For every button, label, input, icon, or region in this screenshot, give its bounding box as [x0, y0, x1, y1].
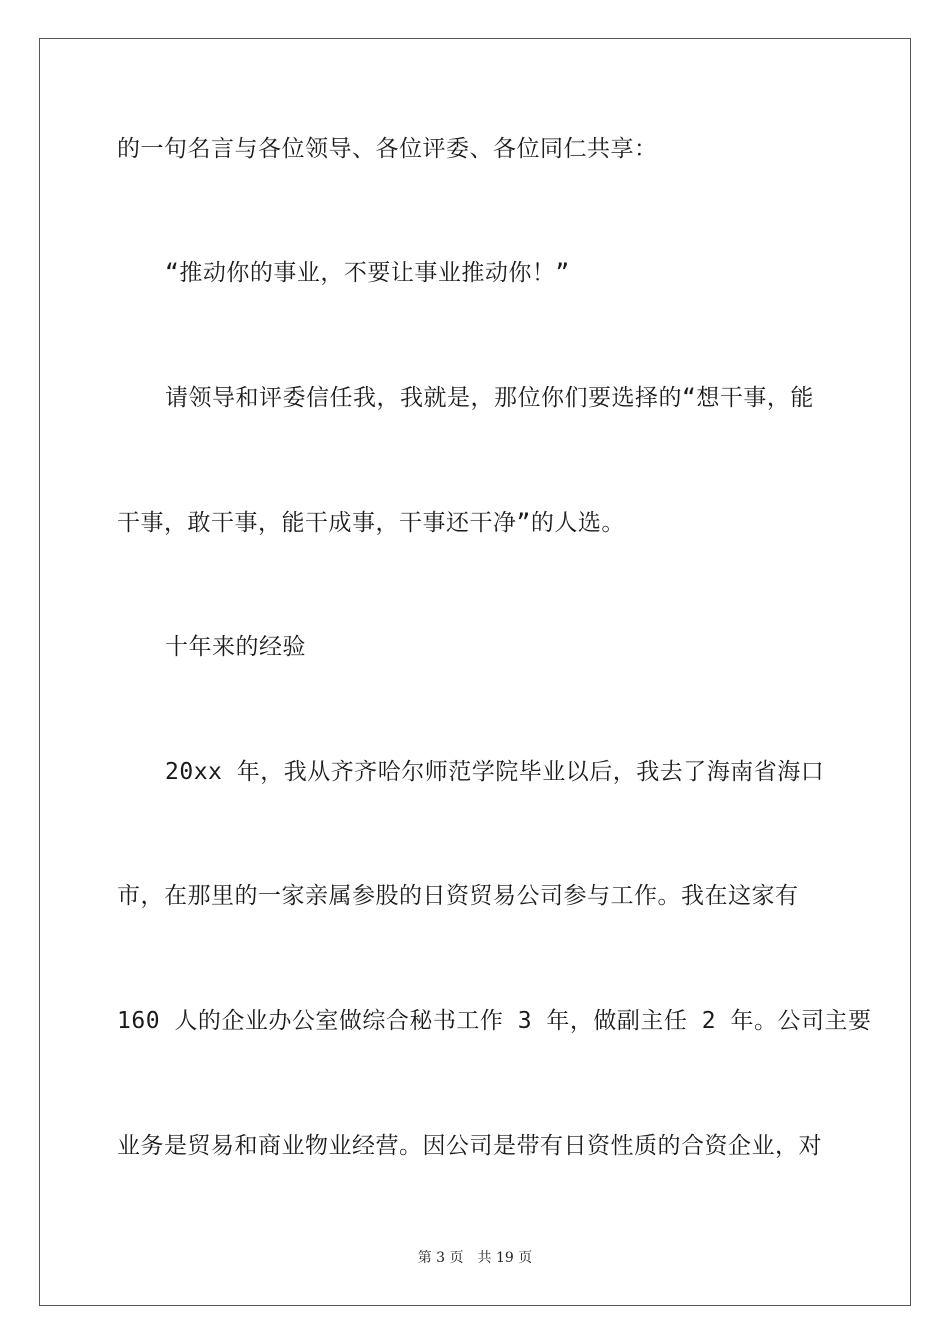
- text-line-8: 160 人的企业办公室做综合秘书工作 3 年，做副主任 2 年。公司主要: [117, 1008, 872, 1034]
- text-line-4: 干事，敢干事，能干成事，干事还干净”的人选。: [117, 510, 625, 536]
- page-footer: [0, 1247, 950, 1267]
- total-pages: 共 19 页: [477, 1250, 533, 1266]
- text-line-3: 请领导和评委信任我，我就是，那位你们要选择的“想干事，能: [165, 385, 814, 411]
- text-line-6: 20xx 年，我从齐齐哈尔师范学院毕业以后，我去了海南省海口: [165, 759, 825, 785]
- section-heading: 十年来的经验: [165, 634, 306, 660]
- page-number: 第 3 页: [417, 1250, 464, 1266]
- text-line-1: 的一句名言与各位领导、各位评委、各位同仁共享：: [117, 136, 658, 162]
- text-line-7: 市，在那里的一家亲属参股的日资贸易公司参与工作。我在这家有: [117, 883, 799, 909]
- quote-line: “推动你的事业，不要让事业推动你！”: [165, 260, 570, 286]
- text-line-9: 业务是贸易和商业物业经营。因公司是带有日资性质的合资企业，对: [117, 1133, 822, 1159]
- page-border: [39, 38, 911, 1306]
